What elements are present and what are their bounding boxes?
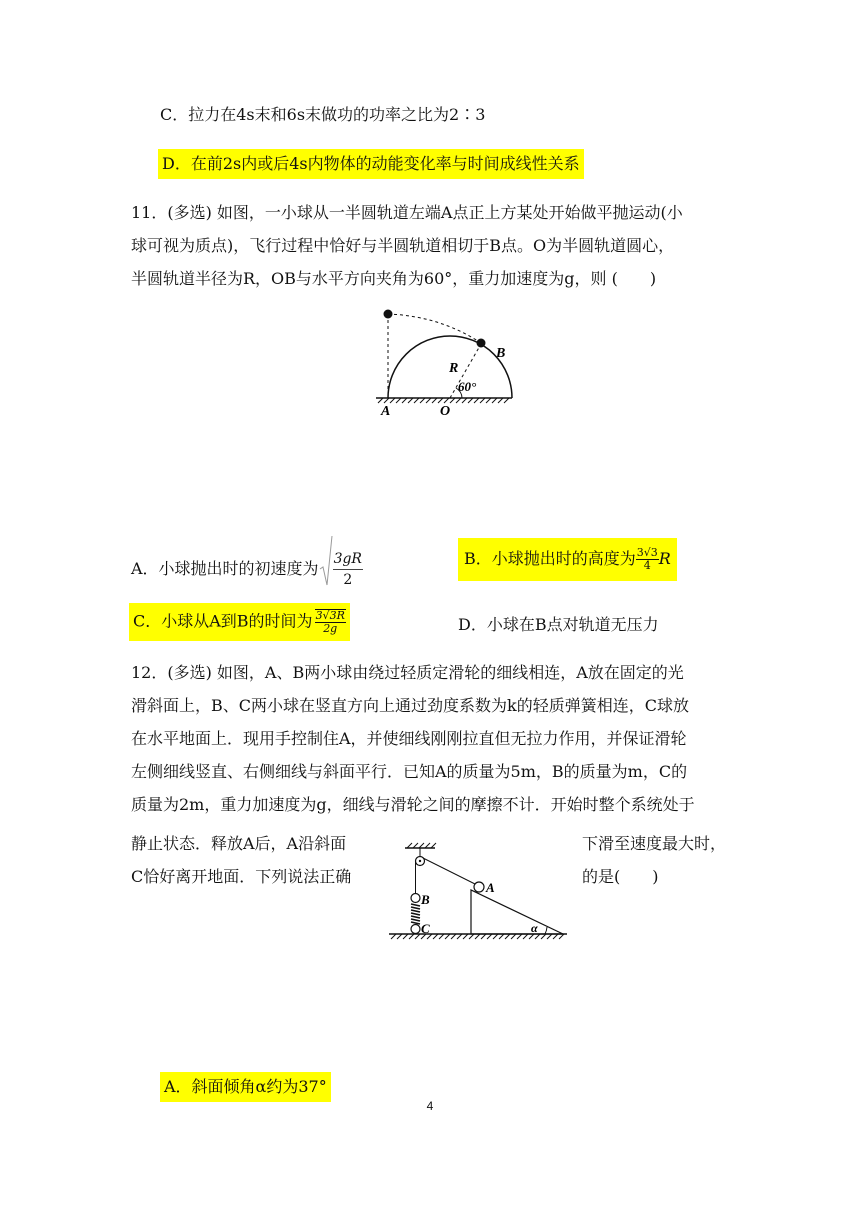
page-number: 4 [426,1099,434,1113]
string-right [423,858,475,884]
sqrt-icon: $\frac{3√3R}{2g}$ [315,609,345,635]
q11-option-b-tail: R [658,549,671,568]
q12-line: 12．(多选) 如图，A、B两小球由绕过轻质定滑轮的细线相连，A放在固定的光 [131,663,684,682]
q12-line6-left: 静止状态．释放A后，A沿斜面 [131,834,347,853]
label-o: O [440,404,451,419]
q12-option-a: A．斜面倾角α约为37° [160,1072,331,1102]
label-alpha: α [531,921,538,935]
q11-option-a-fraction: $\frac{3gR}{2}$ [333,551,362,588]
q11-option-b-text: B．小球抛出时的高度为 [464,549,636,568]
q11-option-c-text: C．小球从A到B的时间为 [133,611,313,631]
q11-figure [370,302,520,426]
question-11 [131,196,731,295]
q12-line7-left: C恰好离开地面．下列说法正确 [131,867,352,886]
incline [471,890,563,934]
q12-line7-right: 的是( ) [582,867,659,886]
q12-line: 左侧细线竖直、右侧细线与斜面平行．已知A的质量为5m，B的质量为m，C的 [131,762,688,781]
q12-figure [385,840,570,946]
label-a: A [486,880,495,895]
label-b: B [421,892,430,907]
q11-option-d: D．小球在B点对轨道无压力 [458,615,659,634]
option-d-previous: D．在前2s内或后4s内物体的动能变化率与时间成线性关系 [158,149,584,179]
ball-b [411,894,420,903]
q12-line: 在水平地面上．现用手控制住A，并使细线刚刚拉直但无拉力作用，并保证滑轮 [131,729,687,748]
label-c: C [421,921,430,936]
q11-option-a-text: A．小球抛出时的初速度为 [131,559,319,578]
ball-a [474,882,484,892]
q11-option-b-fraction: $\frac{3√3}{4}$ [636,546,658,572]
spring [411,904,420,924]
label-a: A [381,404,391,419]
ball-c [411,925,420,934]
q11-option-c [129,603,350,641]
label-r: R [449,361,459,376]
label-angle: 60° [458,379,477,394]
question-12 [131,656,731,821]
q11-option-a [131,549,363,590]
q11-line: 球可视为质点)，飞行过程中恰好与半圆轨道相切于B点。O为半圆轨道圆心， [131,236,675,255]
q11-option-b [458,538,677,581]
q12-line6-right: 下滑至速度最大时， [582,834,727,853]
q11-line: 11．(多选) 如图，一小球从一半圆轨道左端A点正上方某处开始做平抛运动(小 [131,203,683,222]
sqrt-icon [319,535,333,587]
q11-line: 半圆轨道半径为R，OB与水平方向夹角为60°，重力加速度为g，则 ( ) [131,269,657,288]
label-b: B [496,346,506,361]
q12-line: 质量为2m，重力加速度为g，细线与滑轮之间的摩擦不计．开始时整个系统处于 [131,795,695,814]
angle-arc [545,927,547,934]
ball-start [384,310,393,319]
q12-line: 滑斜面上，B、C两小球在竖直方向上通过劲度系数为k的轻质弹簧相连，C球放 [131,696,689,715]
ball-b [477,339,486,348]
option-c-previous: C．拉力在4s末和6s末做功的功率之比为2∶3 [160,105,486,124]
